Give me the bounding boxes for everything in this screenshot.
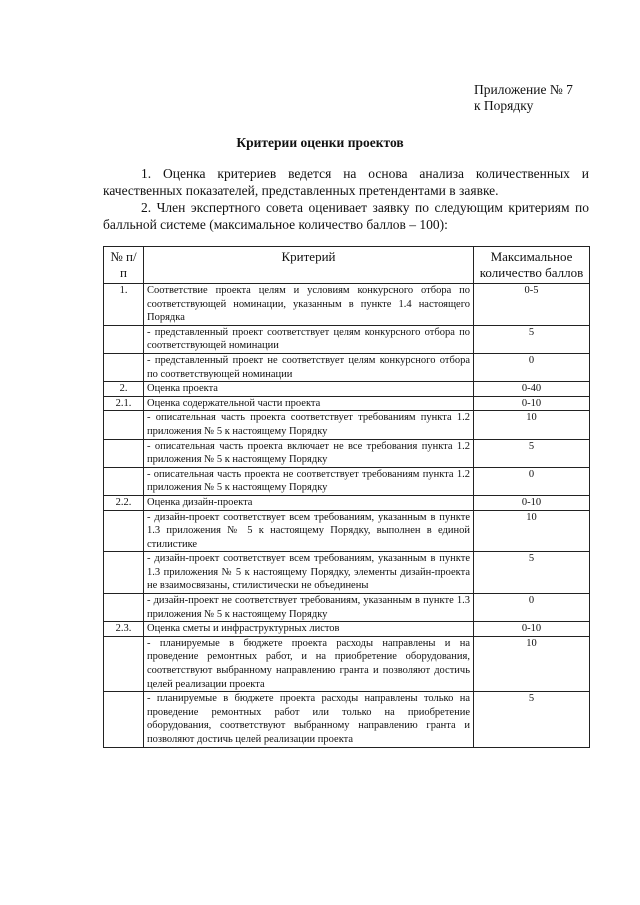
- table-row: [104, 552, 590, 594]
- table-row: [104, 439, 590, 467]
- table-row: [104, 284, 590, 326]
- table-row: [104, 636, 590, 691]
- row-points: 0-5: [474, 284, 590, 326]
- table-row: [104, 622, 590, 637]
- row-number: [104, 552, 144, 594]
- row-number: [104, 594, 144, 622]
- table-row: [104, 325, 590, 353]
- table-row: [104, 396, 590, 411]
- row-criterion: Оценка сметы и инфраструктурных листов: [144, 622, 474, 637]
- row-criterion: - планируемые в бюджете проекта расходы направлены только на проведение ремонтных работ или только на приобретение оборудования, соответствуют выбранному направлению гранта и позволяют достичь целей реализации проекта: [144, 692, 474, 747]
- appendix-number: Приложение № 7: [474, 82, 573, 97]
- row-number: [104, 636, 144, 691]
- document-title: Критерии оценки проектов: [236, 135, 404, 150]
- row-points: 5: [474, 325, 590, 353]
- row-points: 0-10: [474, 495, 590, 510]
- criteria-table: [103, 246, 590, 748]
- row-points: 10: [474, 636, 590, 691]
- row-number: [104, 467, 144, 495]
- row-number: 2.2.: [104, 495, 144, 510]
- table-row: [104, 495, 590, 510]
- row-criterion: - представленный проект не соответствует целям конкурсного отбора по соответствующей номинации: [144, 353, 474, 381]
- row-points: 5: [474, 692, 590, 747]
- row-criterion: Соответствие проекта целям и условиям конкурсного отбора по соответствующей номинации, указанным в пункте 1.4 настоящего Порядка: [144, 284, 474, 326]
- table-row: [104, 692, 590, 747]
- row-number: [104, 411, 144, 439]
- row-criterion: - описательная часть проекта соответствует требованиям пункта 1.2 приложения № 5 к настоящему Порядку: [144, 411, 474, 439]
- row-criterion: Оценка дизайн-проекта: [144, 495, 474, 510]
- row-criterion: - планируемые в бюджете проекта расходы направлены и на проведение ремонтных работ, и на приобретение оборудования, соответствуют выбранному направлению гранта и позволяют достичь целей реализации проекта: [144, 636, 474, 691]
- row-points: 5: [474, 439, 590, 467]
- table-header-row: [104, 247, 590, 284]
- header-criterion: Критерий: [144, 247, 474, 284]
- paragraph-2: 2. Член экспертного совета оценивает заявку по следующим критериям по балльной системе (максимальное количество баллов – 100):: [103, 200, 589, 232]
- row-points: 0: [474, 594, 590, 622]
- row-points: 0-10: [474, 396, 590, 411]
- table-row: [104, 353, 590, 381]
- row-number: 1.: [104, 284, 144, 326]
- row-number: [104, 325, 144, 353]
- table-row: [104, 411, 590, 439]
- row-number: 2.: [104, 382, 144, 397]
- row-points: 0-10: [474, 622, 590, 637]
- appendix-reference: [474, 82, 573, 114]
- row-points: 0-40: [474, 382, 590, 397]
- row-criterion: Оценка содержательной части проекта: [144, 396, 474, 411]
- appendix-order: к Порядку: [474, 98, 534, 113]
- row-points: 10: [474, 510, 590, 552]
- row-criterion: Оценка проекта: [144, 382, 474, 397]
- table-row: [104, 382, 590, 397]
- row-criterion: - дизайн-проект соответствует всем требованиям, указанным в пункте 1.3 приложения № 5 к настоящему Порядку, выполнен в единой стилистике: [144, 510, 474, 552]
- table-row: [104, 467, 590, 495]
- row-criterion: - описательная часть проекта включает не все требования пункта 1.2 приложения № 5 к настоящему Порядку: [144, 439, 474, 467]
- header-number: № п/п: [104, 247, 144, 284]
- row-number: [104, 353, 144, 381]
- row-points: 0: [474, 467, 590, 495]
- row-number: [104, 510, 144, 552]
- row-number: [104, 692, 144, 747]
- table-row: [104, 594, 590, 622]
- row-points: 10: [474, 411, 590, 439]
- row-number: 2.3.: [104, 622, 144, 637]
- row-points: 5: [474, 552, 590, 594]
- row-number: [104, 439, 144, 467]
- row-number: 2.1.: [104, 396, 144, 411]
- table-row: [104, 510, 590, 552]
- row-points: 0: [474, 353, 590, 381]
- row-criterion: - представленный проект соответствует целям конкурсного отбора по соответствующей номинации: [144, 325, 474, 353]
- row-criterion: - дизайн-проект соответствует всем требованиям, указанным в пункте 1.3 приложения № 5 к настоящему Порядку, элементы дизайн-проекта не взаимосвязаны, стилистически не объединены: [144, 552, 474, 594]
- header-max-points: Максимальное количество баллов: [474, 247, 590, 284]
- row-criterion: - дизайн-проект не соответствует требованиям, указанным в пункте 1.3 приложения № 5 к настоящему Порядку: [144, 594, 474, 622]
- row-criterion: - описательная часть проекта не соответствует требованиям пункта 1.2 приложения № 5 к настоящему Порядку: [144, 467, 474, 495]
- paragraph-1: 1. Оценка критериев ведется на основа анализа количественных и качественных показателей, представленных претендентами в заявке.: [103, 166, 589, 198]
